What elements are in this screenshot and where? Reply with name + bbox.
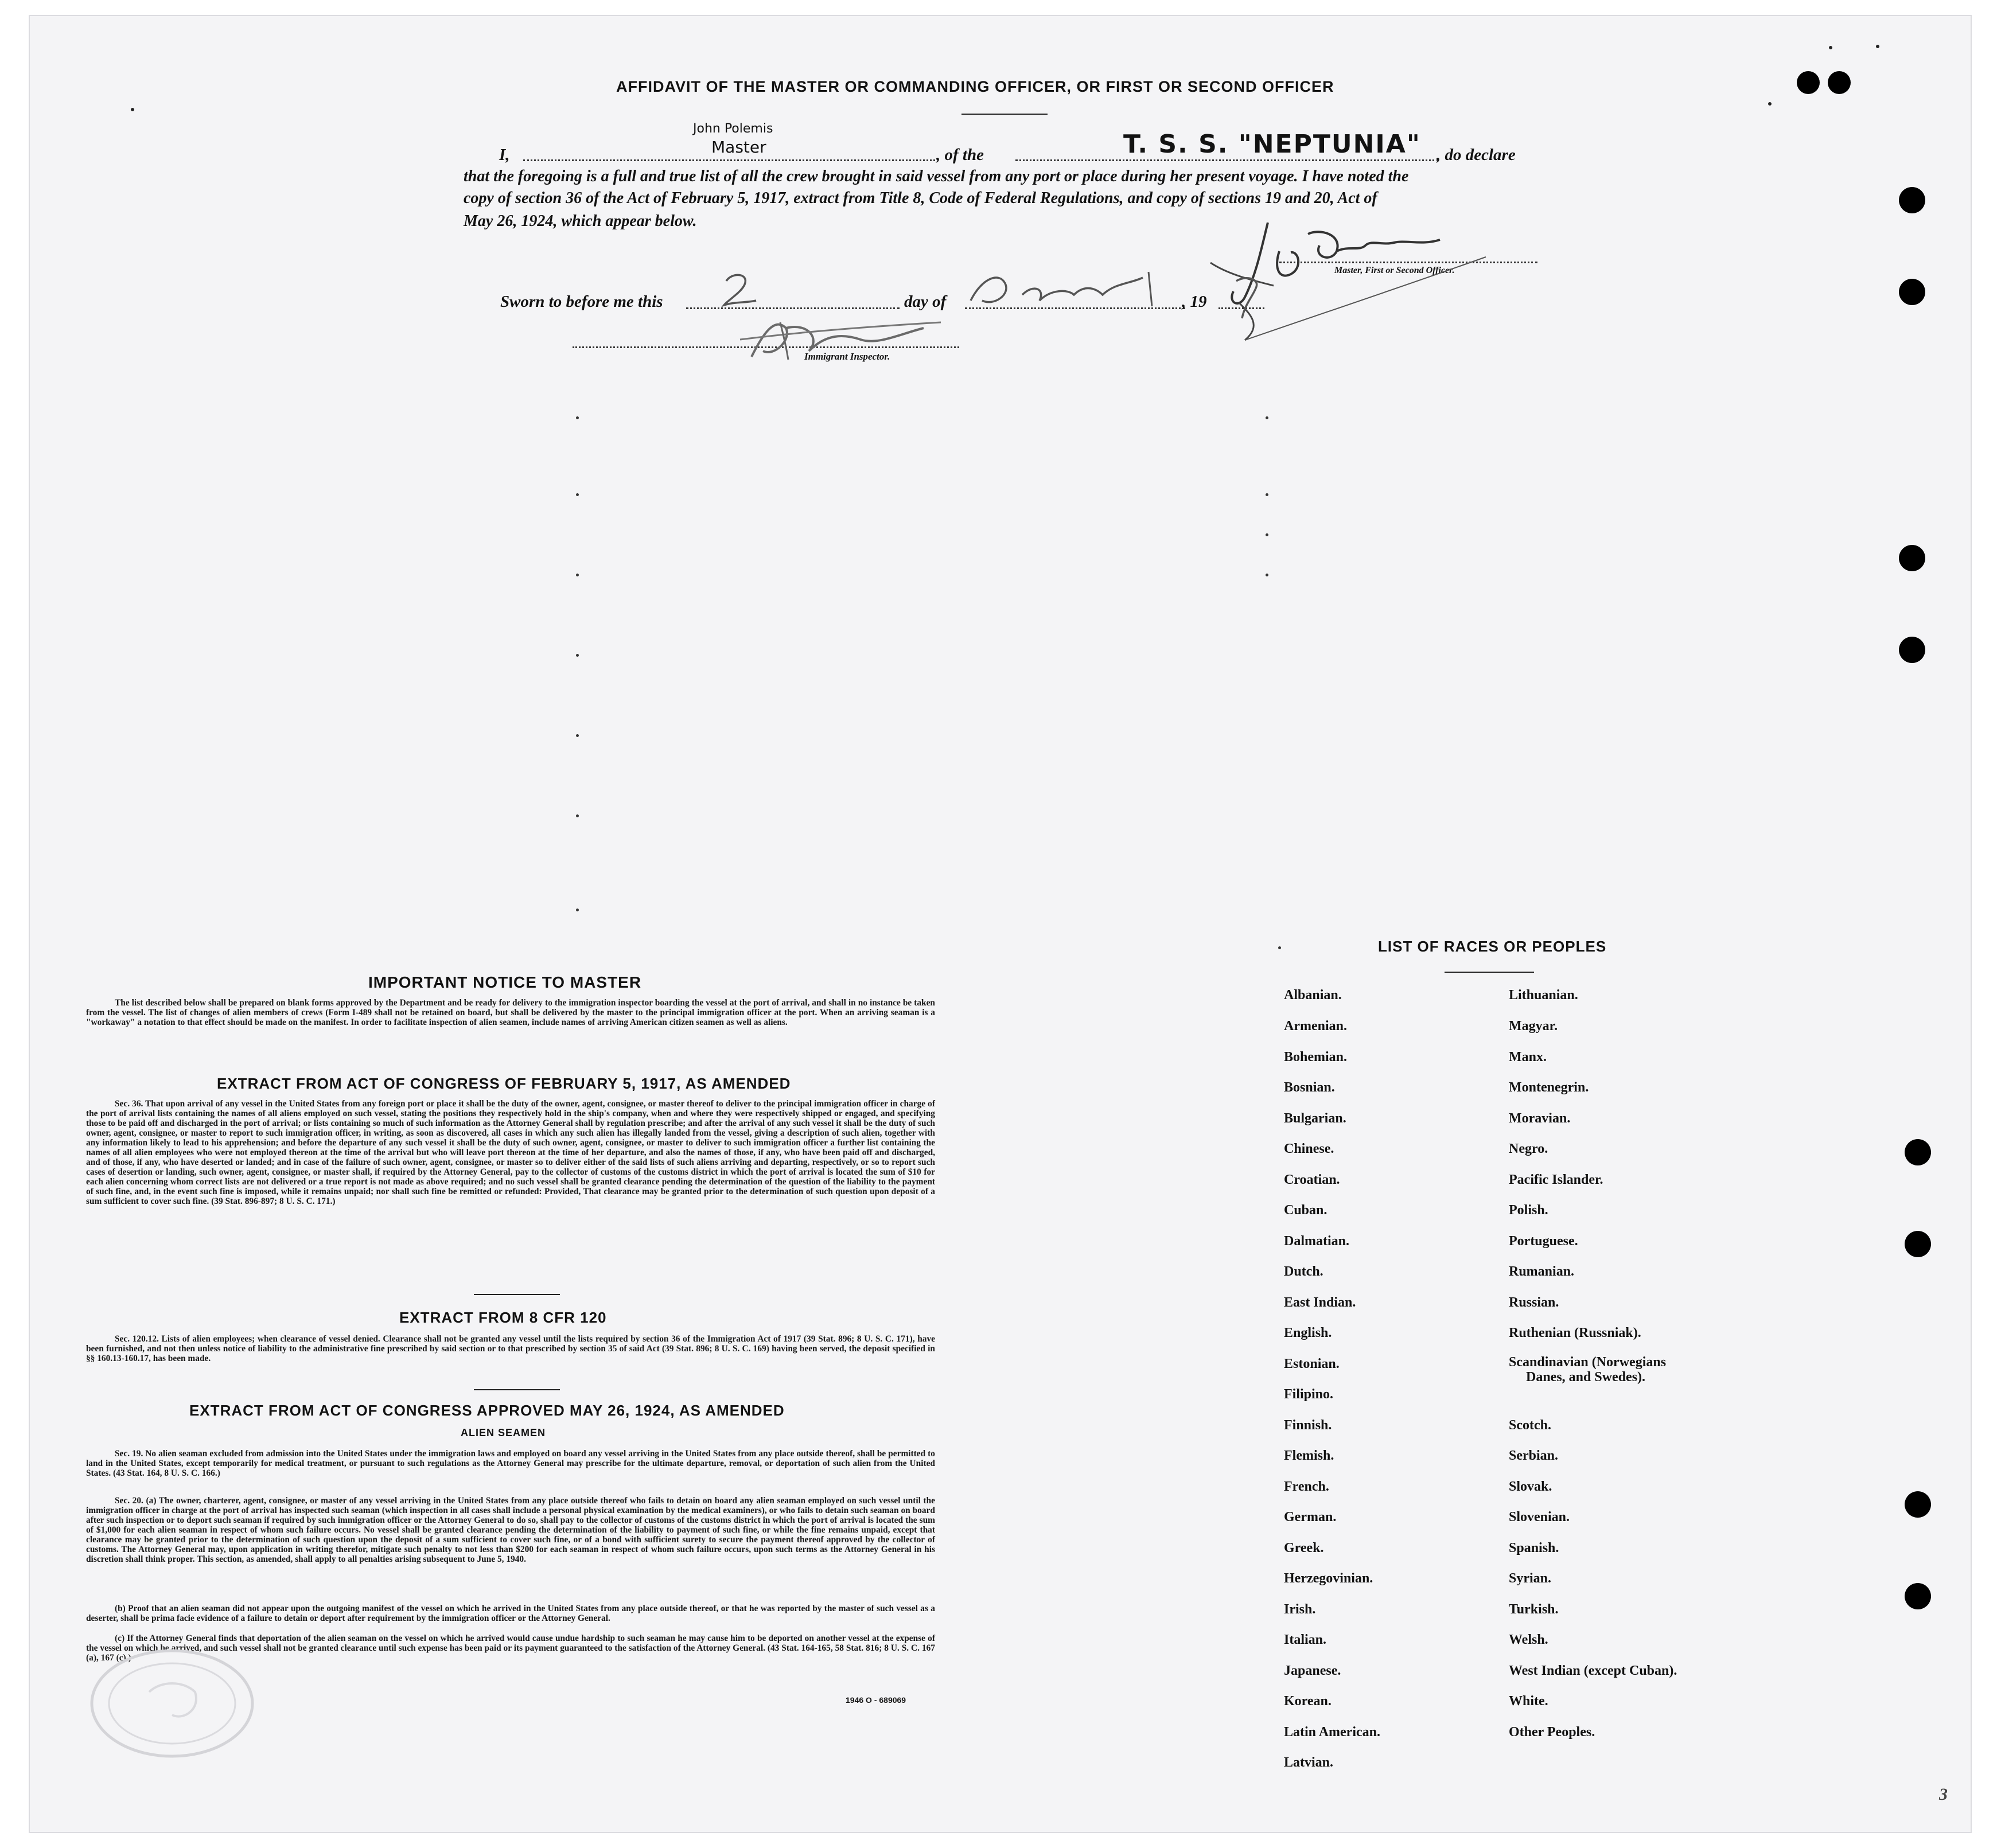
race-item: Spanish. [1509,1541,1559,1555]
race-item: Bosnian. [1284,1080,1335,1095]
speck [131,108,134,111]
race-item: Russian. [1509,1295,1559,1310]
race-item: Irish. [1284,1602,1316,1617]
race-item: Manx. [1509,1050,1547,1065]
races-title-rule [1445,972,1534,973]
master-title-typed: Master [711,138,766,157]
punch-hole [1905,1583,1931,1609]
race-item: Slovak. [1509,1479,1552,1494]
race-item: Japanese. [1284,1663,1341,1678]
race-item: Bulgarian. [1284,1111,1346,1126]
race-item: Magyar. [1509,1019,1558,1034]
race-item: Slovenian. [1509,1510,1570,1525]
race-item: Latin American. [1284,1725,1380,1740]
column-dot [576,814,579,817]
of-the-label: , of the [936,146,984,164]
column-dot [576,416,579,419]
vessel-name: T. S. S. "NEPTUNIA" [1123,130,1421,159]
section-rule [474,1389,560,1390]
column-dot [1266,493,1268,496]
punch-hole [1797,71,1820,94]
races-title: LIST OF RACES OR PEOPLES [1378,938,1607,955]
race-item: French. [1284,1479,1329,1494]
race-item: Dutch. [1284,1264,1323,1279]
race-item: Korean. [1284,1694,1332,1709]
title-rule [961,114,1048,115]
extract-1924-heading: EXTRACT FROM ACT OF CONGRESS APPROVED MAY 26, 1924, AS AMENDED [189,1402,785,1419]
extract-1917-heading: EXTRACT FROM ACT OF CONGRESS OF FEBRUARY 5, 1917, AS AMENDED [217,1075,791,1092]
notice-body: The list described below shall be prepared on blank forms approved by the Department and be ready for delivery to the immigration inspector boarding the vessel at the port of arrival, and shall in no instance be taken from the vessel. The list of changes of alien members of crews (Form I-489 shall not be retained on board, but shall be delivered by the master to the principal immigration officer at the port. When an arriving seaman is a "workaway" a notation to that effect should be made on the manifest. In order to facilitate inspection of alien seamen, include names of arriving American citizen seamen as well as aliens. [86,998,935,1027]
race-item: Lithuanian. [1509,988,1578,1003]
extract-1917-body: Sec. 36. That upon arrival of any vessel in the United States from any foreign port or place it shall be the duty of the owner, agent, consignee, or master thereof to deliver to the principal immigration officer in charge of the port of arrival lists containing the names of all aliens employed on such vessel, stating the positions they respectively hold in the ship's company, when and where they were respectively shipped or engaged, and specifying those to be paid off and discharged in the port of arrival; or lists containing so much of such information as the Attorney General shall by regulation prescribe; and after the arrival of any such vessel it shall be the duty of such owner, agent, consignee, or master to report to such immigration officer, in writing, as soon as discovered, all cases in which any such alien has illegally landed from the vessel, giving a description of such alien, together with any information likely to lead to his apprehension; and before the departure of any such vessel it shall be the duty of such owner, agent, consignee, or master to deliver to such immigration officer a further list containing the names of all alien employees who were not employed thereon at the time of the arrival but who will leave port thereon at the time of her departure, and also the names of those, if any, who have been paid off and discharged, and of those, if any, who have deserted or landed; and in case of the failure of such owner, agent, consignee, or master so to deliver either of the said lists of such aliens arriving and departing, respectively, or so to report such cases of desertion or landing, such owner, agent, consignee, or master shall, if required by the Attorney General, pay to the collector of customs of the customs district in which the port of arrival is located the sum of $10 for each alien concerning whom correct lists are not delivered or a true report is not made as above required; and no such vessel shall be granted clearance pending the determination of the question of the liability to the payment of such fine, and, in the event such fine is imposed, while it remains unpaid; nor shall such fine be remitted or refunded: Provided, That clearance may be granted prior to the determination of such question upon deposit of a sum sufficient to cover such fine. (39 Stat. 896-897; 8 U. S. C. 171.) [86,1099,935,1206]
race-item: English. [1284,1325,1332,1340]
race-item: Albanian. [1284,988,1342,1003]
sec20b-body: (b) Proof that an alien seaman did not appear upon the outgoing manifest of the vessel on which he arrived in the United States from any place outside thereof, or that he was reported by the master of such vessel as a deserter, shall be prima facie evidence of a failure to detain or deport after requirement by the immigration officer or the Attorney General. [86,1604,935,1623]
column-dot [1266,416,1268,419]
section-rule [474,1294,560,1295]
column-dot [576,734,579,737]
punch-hole [1899,545,1925,571]
master-name: John Polemis [693,122,773,136]
speck [1829,46,1832,49]
race-item: Latvian. [1284,1755,1334,1770]
race-item: Turkish. [1509,1602,1559,1617]
race-item: Syrian. [1509,1571,1552,1586]
punch-hole [1899,279,1925,305]
race-item: Armenian. [1284,1019,1347,1034]
punch-hole [1905,1491,1931,1518]
race-item: Serbian. [1509,1448,1559,1463]
sworn-year-handwriting [1233,270,1268,321]
race-item: Danes, and Swedes). [1526,1370,1646,1385]
race-item: West Indian (except Cuban). [1509,1663,1677,1678]
sworn-month-handwriting [959,266,1177,312]
race-item: Negro. [1509,1141,1548,1156]
master-signature-caption: Master, First or Second Officer. [1334,266,1455,275]
do-declare-label: , do declare [1436,146,1516,164]
extract-cfr-body: Sec. 120.12. Lists of alien employees; when clearance of vessel denied. Clearance shall not be granted any vessel until the lists required by section 36 of the Immigration Act of 1917 (39 Stat. 896; 8 U. S. C. 171), have been furnished, and not then unless notice of liability to the administrative fine prescribed by said section or to that prescribed by section 35 of said Act (39 Stat. 896; 8 U. S. C. 169) having been served, the deposit specified in §§ 160.13-160.17, has been made. [86,1334,935,1363]
race-item: Portuguese. [1509,1234,1578,1249]
sec20a-body: Sec. 20. (a) The owner, charterer, agent, consignee, or master of any vessel arriving in the United States from any place outside thereof who fails to detain on board any alien seaman employed on such vessel until the immigration officer in charge at the port of arrival has inspected such seaman (which inspection in all cases shall include a personal physical examination by the medical examiners), or who fails to detain such seaman on board after such inspection or to deport such seaman if required by such immigration officer or the Attorney General to do so, shall pay to the collector of customs of the customs district in which the port of arrival is located the sum of $1,000 for each alien seaman in respect of whom such failure occurs. No vessel shall be granted clearance pending the determination of the liability to payment of such fine, or while the fine remains unpaid, except that clearance may be granted prior to the determination of such question upon the deposit of a sum sufficient to cover such fine, or of a bond with sufficient surety to secure the payment thereof approved by the collector of customs. The Attorney General may, upon application in writing therefor, mitigate such penalty to not less than $200 for each seaman in respect of whom such failure occurs, upon such terms as the Attorney General in his discretion shall think proper. This section, as amended, shall apply to all penalties arising subsequent to June 5, 1940. [86,1496,935,1564]
race-item: Chinese. [1284,1141,1334,1156]
race-item: Ruthenian (Russniak). [1509,1325,1641,1340]
race-item: German. [1284,1510,1337,1525]
punch-hole [1899,637,1925,663]
affidavit-body-3: May 26, 1924, which appear below. [464,212,697,230]
sworn-label: Sworn to before me this [500,293,663,311]
race-item: Scotch. [1509,1418,1551,1433]
sec19-body: Sec. 19. No alien seaman excluded from admission into the United States under the immigration laws and employed on board any vessel arriving in the United States from any place outside thereof, shall be permitted to land in the United States, except temporarily for medical treatment, or pursuant to such regulations as the Attorney General may prescribe for the ultimate departure, removal, or deportation of such alien from the United States. (43 Stat. 164, 8 U. S. C. 166.) [86,1449,935,1478]
race-item: Herzegovinian. [1284,1571,1373,1586]
race-item: Estonian. [1284,1356,1340,1371]
column-dot [1266,533,1268,536]
affidavit-body-2: copy of section 36 of the Act of February 5, 1917, extract from Title 8, Code of Federal Regulations, and copy of sections 19 and 20, Act of [464,189,1377,207]
race-item: Other Peoples. [1509,1725,1595,1740]
race-item: Italian. [1284,1632,1327,1647]
day-of-label: day of [904,293,947,311]
year-prefix-label: , 19 [1182,293,1207,311]
race-item: Welsh. [1509,1632,1548,1647]
punch-hole [1899,187,1925,213]
sworn-day-handwriting [719,270,760,310]
race-item: Moravian. [1509,1111,1571,1126]
extract-cfr-heading: EXTRACT FROM 8 CFR 120 [399,1309,607,1326]
speck [1768,102,1772,106]
notice-title: IMPORTANT NOTICE TO MASTER [368,973,642,991]
column-dot [576,493,579,496]
alien-seamen-subheading: ALIEN SEAMEN [461,1427,546,1438]
affidavit-title: AFFIDAVIT OF THE MASTER OR COMMANDING OFFICER, OR FIRST OR SECOND OFFICER [616,78,1334,95]
column-dot [576,654,579,657]
race-item: Rumanian. [1509,1264,1575,1279]
column-dot [1278,946,1281,949]
punch-hole [1905,1231,1931,1257]
printer-mark: 1946 O - 689069 [846,1695,906,1705]
race-item: Bohemian. [1284,1050,1348,1065]
master-signature [1176,211,1497,344]
affidavit-body-1: that the foregoing is a full and true list of all the crew brought in said vessel from any port or place during her present voyage. I have noted the [464,167,1409,185]
race-item: Greek. [1284,1541,1324,1555]
column-dot [1266,574,1268,576]
race-item: Cuban. [1284,1203,1327,1218]
inspector-caption: Immigrant Inspector. [804,351,890,362]
race-item: Finnish. [1284,1418,1332,1433]
race-item: Flemish. [1284,1448,1334,1463]
race-item: Scandinavian (Norwegians [1509,1355,1667,1370]
faint-library-stamp [86,1646,258,1761]
master-dotline [523,159,935,161]
speck [1876,45,1879,48]
race-item: Dalmatian. [1284,1234,1349,1249]
column-dot [576,909,579,911]
race-item: Pacific Islander. [1509,1172,1603,1187]
race-item: Montenegrin. [1509,1080,1589,1095]
race-item: Filipino. [1284,1387,1334,1402]
race-item: East Indian. [1284,1295,1356,1310]
affidavit-I: I, [499,146,510,164]
sec20c-body: (c) If the Attorney General finds that deportation of the alien seaman on the vessel on which he arrived would cause undue hardship to such seaman he may cause him to be deported on another vessel at the expense of the vessel on which he arrived, and such vessel shall not be granted clearance until such expense has been paid or its payment guaranteed to the satisfaction of the Attorney General. (43 Stat. 164-165, 58 Stat. 816; 8 U. S. C. 167 (a), 167 (c).) [86,1633,935,1663]
race-item: Polish. [1509,1203,1548,1218]
margin-page-number: 3 [1939,1785,1948,1804]
vessel-dotline [1015,159,1439,161]
column-dot [576,574,579,576]
punch-hole [1828,71,1851,94]
race-item: White. [1509,1694,1548,1709]
race-item: Croatian. [1284,1172,1340,1187]
punch-hole [1905,1139,1931,1165]
